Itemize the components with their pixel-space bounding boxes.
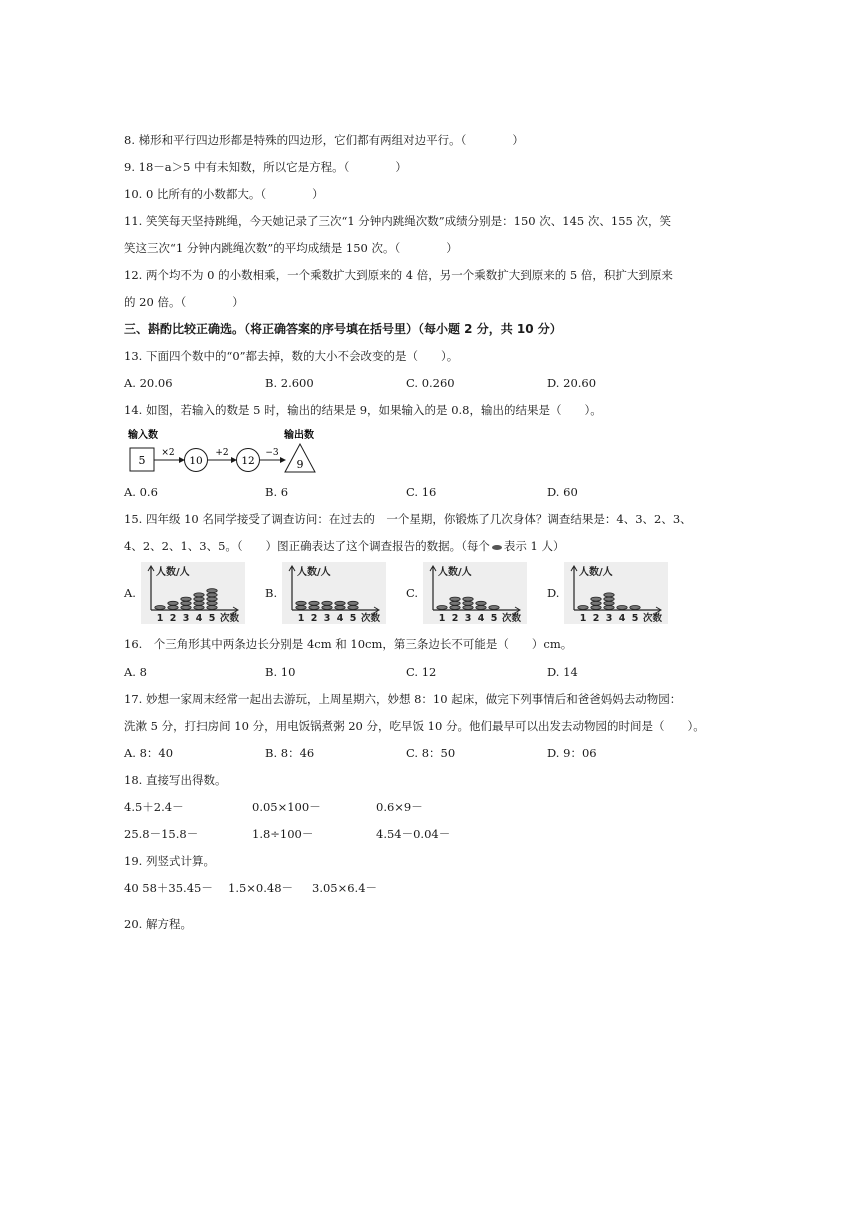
question-13: 13. 下面四个数中的“0”都去掉，数的大小不会改变的是（ ）。 (124, 349, 459, 363)
question-19: 19. 列竖式计算。 (124, 854, 215, 868)
disc-icon (492, 545, 502, 550)
question-17-line1: 17. 妙想一家周末经常一起出去游玩，上周星期六，妙想 8：10 起床，做完下列事情后和爸爸妈妈去动物园： (124, 692, 682, 706)
chart-c (423, 562, 527, 624)
q16-option-a: A. 8 (124, 665, 147, 679)
q15-line2-b: 表示 1 人） (503, 539, 565, 553)
q13-option-d: D. 20.60 (547, 376, 597, 390)
data-disc (181, 601, 191, 605)
chart-d (564, 562, 668, 624)
data-disc (463, 606, 473, 610)
q18-r1-c2: 0.05×100－ (252, 800, 321, 814)
data-disc (207, 593, 217, 597)
x-axis-label: 次数 (220, 613, 240, 624)
data-disc (450, 597, 460, 601)
data-disc (194, 593, 204, 597)
tick-label: 4 (477, 613, 485, 624)
data-disc (168, 601, 178, 605)
data-disc (194, 597, 204, 601)
data-disc (207, 597, 217, 601)
x-axis-label: 次数 (361, 613, 381, 624)
q18-r2-c1: 25.8－15.8－ (124, 827, 199, 841)
q16-option-d: D. 14 (547, 665, 578, 679)
tick-label: 1 (579, 613, 587, 624)
q17-option-a: A. 8：40 (124, 746, 174, 760)
data-disc (591, 597, 601, 601)
chart-a-letter: A. (124, 586, 136, 600)
data-disc (450, 606, 460, 610)
q15-line2-a: 4、2、2、1、3、5。（ ）图正确表达了这个调查报告的数据。（每个 (124, 539, 490, 553)
q17-option-b: B. 8：46 (265, 746, 315, 760)
tick-label: 1 (156, 613, 164, 624)
tick-label: 2 (169, 613, 177, 624)
q19-item-3: 3.05×6.4－ (312, 881, 378, 895)
tick-label: 1 (297, 613, 305, 624)
question-11-line2: 笑这三次“1 分钟内跳绳次数”的平均成绩是 150 次。（ ） (124, 241, 458, 255)
data-disc (207, 606, 217, 610)
data-disc (348, 606, 358, 610)
data-disc (591, 601, 601, 605)
data-disc (604, 606, 614, 610)
data-disc (194, 606, 204, 610)
data-disc (168, 606, 178, 610)
question-8: 8. 梯形和平行四边形都是特殊的四边形，它们都有两组对边平行。（ ） (124, 133, 524, 147)
data-disc (181, 606, 191, 610)
q18-r2-c3: 4.54－0.04－ (376, 827, 451, 841)
tick-label: 2 (592, 613, 600, 624)
op-3: −3 (265, 448, 279, 458)
tick-label: 3 (605, 613, 613, 624)
tick-label: 5 (631, 613, 639, 624)
q17-option-c: C. 8：50 (406, 746, 456, 760)
q18-r2-c2: 1.8÷100－ (252, 827, 314, 841)
chart-title: 人数/人 (156, 567, 190, 578)
question-9: 9. 18－a＞5 中有未知数，所以它是方程。（ ） (124, 160, 407, 174)
tick-label: 3 (182, 613, 190, 624)
data-disc (463, 601, 473, 605)
data-disc (335, 606, 345, 610)
op-2: +2 (215, 448, 229, 458)
question-14: 14. 如图，若输入的数是 5 时，输出的结果是 9，如果输入的是 0.8，输出的结果是（ ）。 (124, 403, 602, 417)
data-disc (604, 601, 614, 605)
data-disc (181, 597, 191, 601)
q13-option-a: A. 20.06 (124, 376, 173, 390)
input-label: 输入数 (128, 430, 158, 441)
tick-label: 3 (464, 613, 472, 624)
question-15-line2 (124, 538, 565, 554)
tick-label: 2 (451, 613, 459, 624)
data-disc (604, 597, 614, 601)
q19-item-1: 40 58＋35.45－ (124, 881, 213, 895)
data-disc (207, 589, 217, 593)
chart-d-letter: D. (547, 586, 560, 600)
tick-label: 5 (349, 613, 357, 624)
tick-label: 4 (195, 613, 203, 624)
chart-title: 人数/人 (297, 567, 331, 578)
section-3-heading: 三、斟酌比较正确选。（将正确答案的序号填在括号里）（每小题 2 分，共 10 分） (124, 322, 562, 336)
data-disc (322, 606, 332, 610)
data-disc (348, 601, 358, 605)
input-value: 5 (138, 454, 146, 467)
data-disc (296, 601, 306, 605)
q14-option-a: A. 0.6 (124, 485, 158, 499)
tick-label: 5 (208, 613, 216, 624)
question-16: 16. 个三角形其中两条边长分别是 4cm 和 10cm，第三条边长不可能是（ ）cm。 (124, 637, 573, 651)
data-disc (463, 597, 473, 601)
data-disc (578, 606, 588, 610)
tick-label: 4 (336, 613, 344, 624)
data-disc (437, 606, 447, 610)
data-disc (335, 601, 345, 605)
tick-label: 1 (438, 613, 446, 624)
data-disc (476, 601, 486, 605)
q13-option-b: B. 2.600 (265, 376, 314, 390)
data-disc (591, 606, 601, 610)
data-disc (450, 601, 460, 605)
tick-label: 3 (323, 613, 331, 624)
chart-b (282, 562, 386, 624)
q19-item-2: 1.5×0.48－ (228, 881, 294, 895)
question-17-line2: 洗漱 5 分，打扫房间 10 分，用电饭锅煮粥 20 分，吃早饭 10 分。他们最早可以出发去动物园的时间是（ ）。 (124, 719, 705, 733)
data-disc (194, 601, 204, 605)
data-disc (309, 606, 319, 610)
q13-option-c: C. 0.260 (406, 376, 455, 390)
chart-b-letter: B. (265, 586, 278, 600)
flow-diagram (124, 426, 324, 478)
question-18: 18. 直接写出得数。 (124, 773, 227, 787)
op-1: ×2 (161, 448, 175, 458)
q16-option-b: B. 10 (265, 665, 296, 679)
data-disc (630, 606, 640, 610)
node-1-value: 10 (189, 455, 203, 467)
tick-label: 4 (618, 613, 626, 624)
question-12-line1: 12. 两个均不为 0 的小数相乘，一个乘数扩大到原来的 4 倍，另一个乘数扩大到原来的 5 倍，积扩大到原来 (124, 268, 673, 282)
data-disc (207, 601, 217, 605)
data-disc (309, 601, 319, 605)
output-value: 9 (296, 458, 304, 471)
q14-option-b: B. 6 (265, 485, 289, 499)
chart-a (141, 562, 245, 624)
q18-r1-c3: 0.6×9－ (376, 800, 423, 814)
chart-c-letter: C. (406, 586, 419, 600)
data-disc (155, 606, 165, 610)
q17-option-d: D. 9：06 (547, 746, 597, 760)
data-disc (617, 606, 627, 610)
tick-label: 5 (490, 613, 498, 624)
question-12-line2: 的 20 倍。（ ） (124, 295, 244, 309)
q14-option-d: D. 60 (547, 485, 578, 499)
x-axis-label: 次数 (643, 613, 663, 624)
data-disc (322, 601, 332, 605)
question-15-line1: 15. 四年级 10 名同学接受了调查访问：在过去的 一个星期，你锻炼了几次身体？调查结果是：4、3、2、3、 (124, 512, 692, 526)
data-disc (296, 606, 306, 610)
q16-option-c: C. 12 (406, 665, 437, 679)
tick-label: 2 (310, 613, 318, 624)
data-disc (489, 606, 499, 610)
node-2-value: 12 (241, 455, 255, 467)
q18-r1-c1: 4.5＋2.4－ (124, 800, 184, 814)
output-label: 输出数 (284, 430, 314, 441)
question-20: 20. 解方程。 (124, 917, 192, 931)
q14-option-c: C. 16 (406, 485, 437, 499)
data-disc (604, 593, 614, 597)
data-disc (476, 606, 486, 610)
x-axis-label: 次数 (502, 613, 522, 624)
chart-title: 人数/人 (438, 567, 472, 578)
question-10: 10. 0 比所有的小数都大。（ ） (124, 187, 324, 201)
question-11-line1: 11. 笑笑每天坚持跳绳，今天她记录了三次“1 分钟内跳绳次数”成绩分别是：150 次、145 次、155 次，笑 (124, 214, 671, 228)
chart-title: 人数/人 (579, 567, 613, 578)
